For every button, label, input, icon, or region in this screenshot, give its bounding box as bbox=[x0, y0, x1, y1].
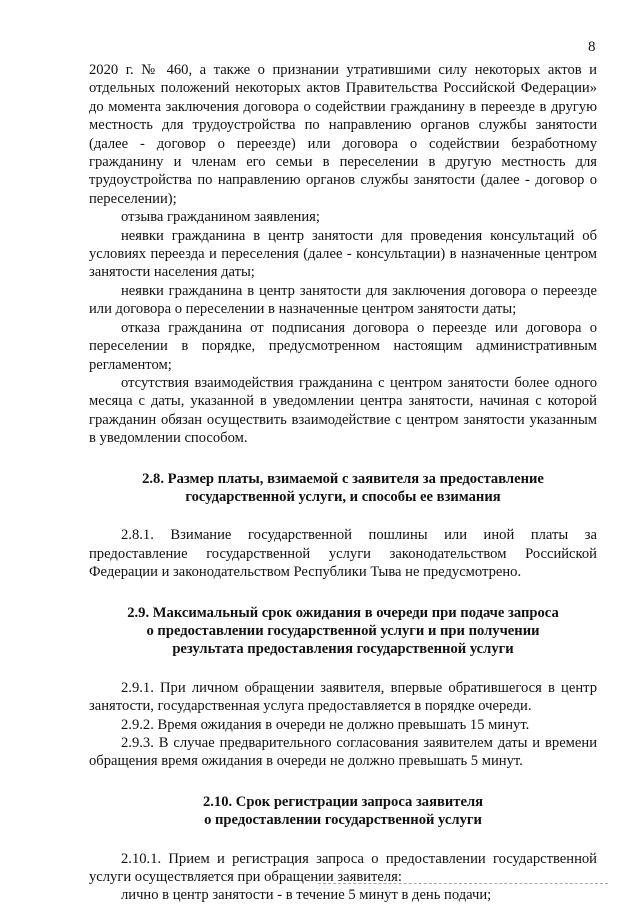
paragraph: отсутствия взаимодействия гражданина с центром занятости более одного месяца с даты, указанной в уведомлении центра занятости, начиная с которой гражданин обязан осуществить взаимодействие с центром занятости указанным в уведомлении способом. bbox=[89, 374, 597, 447]
paragraph: отказа гражданина от подписания договора о переезде или договора о переселении в порядке, предусмотренном настоящим административным регламентом; bbox=[89, 319, 597, 373]
footer-divider bbox=[318, 883, 608, 884]
paragraph: 2.9.2. Время ожидания в очереди не должно превышать 15 минут. bbox=[121, 716, 530, 733]
section-heading bbox=[89, 604, 597, 659]
paragraph: отзыва гражданином заявления; bbox=[121, 209, 320, 226]
section-heading-line: о предоставлении государственной услуги bbox=[204, 812, 482, 829]
section-heading-line: 2.8. Размер платы, взимаемой с заявителя за предоставление bbox=[142, 470, 544, 487]
spacer bbox=[89, 830, 597, 850]
paragraph: 2.8.1. Взимание государственной пошлины или иной платы за предоставление государственной услуги законодательством Российской Федерации и законодательством Республики Тыва не предусмотрено. bbox=[89, 527, 597, 581]
document-body bbox=[89, 61, 597, 905]
paragraph: 2.9.1. При личном обращении заявителя, впервые обратившегося в центр занятости, государственная услуга предоставляется в порядке очереди. bbox=[89, 679, 597, 715]
page-number: 8 bbox=[588, 39, 596, 55]
section-heading-line: 2.9. Максимальный срок ожидания в очереди при подаче запроса bbox=[127, 604, 559, 621]
paragraph: 2.10.1. Прием и регистрация запроса о предоставлении государственной услуги осуществляется при обращении заявителя: bbox=[89, 850, 597, 886]
section-heading-line: о предоставлении государственной услуги и при получении bbox=[146, 622, 540, 639]
spacer bbox=[89, 771, 597, 793]
section-heading-line: результата предоставления государственной услуги bbox=[172, 641, 514, 658]
spacer bbox=[89, 659, 597, 679]
paragraph: неявки гражданина в центр занятости для проведения консультаций об условиях переезда и переселения (далее - консультации) в назначенные центром занятости населения даты; bbox=[89, 227, 597, 281]
paragraph: лично в центр занятости - в течение 5 минут в день подачи; bbox=[121, 887, 492, 904]
paragraph: 2.9.3. В случае предварительного согласования заявителем даты и времени обращения время ожидания в очереди не должно превышать 5 минут. bbox=[89, 735, 597, 770]
section-heading-line: 2.10. Срок регистрации запроса заявителя bbox=[202, 793, 484, 810]
spacer bbox=[89, 448, 597, 470]
spacer bbox=[89, 582, 597, 604]
paragraph: 2020 г. № 460, а также о признании утратившими силу некоторых актов и отдельных положений некоторых актов Правительства Российской Федерации» до момента заключения договора о содействии гражданину в переезде в другую местность для трудоустройства по направлению органов службы занятости (далее - договор о переезде) или договора о содействии безработному гражданину и членам его семьи в переселении в другую местность для трудоустройства по направлению органов службы занятости (далее - договор о переселении); bbox=[89, 62, 597, 207]
section-heading-line: государственной услуги, и способы ее взимания bbox=[185, 488, 501, 505]
spacer bbox=[89, 506, 597, 526]
section-heading bbox=[89, 793, 597, 830]
paragraph: неявки гражданина в центр занятости для заключения договора о переезде или договора о переселении в назначенные центром занятости даты; bbox=[89, 282, 597, 318]
section-heading bbox=[89, 470, 597, 507]
